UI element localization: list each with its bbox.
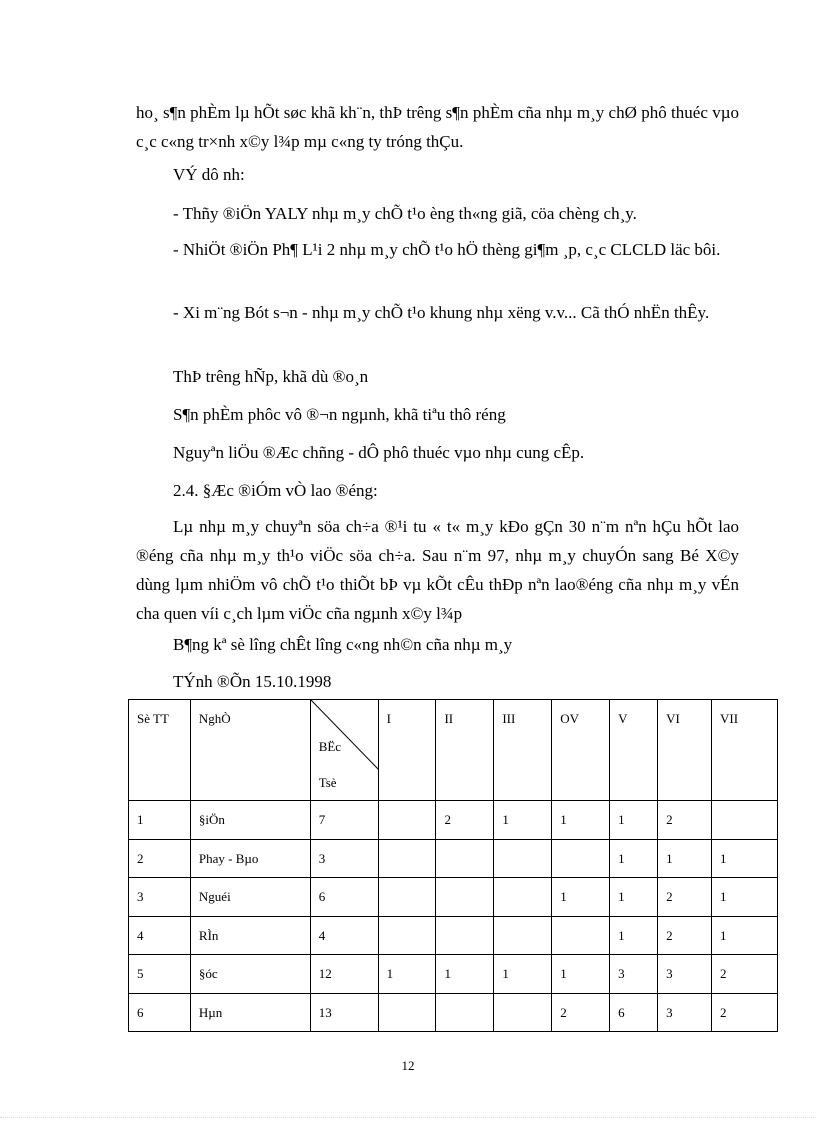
cell-level: 1 [494, 955, 552, 994]
header-nghe: NghÒ [190, 700, 310, 801]
cell-level [494, 878, 552, 917]
header-level-2: II [436, 700, 494, 801]
paragraph-10: Lµ nhµ m¸y chuyªn söa ch÷a ®¹i tu « t« m¸y kÐo gÇn 30 n¨m nªn hÇu hÕt lao ®éng cña nhµ m¸y th¹o viÖc söa ch÷a. Sau n¨m 97, nhµ m¸y chuyÓn sang Bé X©y dùng lµm nhiÖm vô chÕ t¹o thiÕt bÞ vµ kÕt cÊu thÐp nªn lao®éng cña nhµ m¸y vÉn cha quen víi c¸ch lµm viÖc cña ngµnh x©y l¾p [136, 517, 739, 623]
cell-level: 1 [436, 955, 494, 994]
cell-level [378, 839, 436, 878]
header-level-3: III [494, 700, 552, 801]
cell-stt: 5 [129, 955, 191, 994]
cell-level: 1 [552, 955, 610, 994]
cell-stt: 4 [129, 916, 191, 955]
cell-level [552, 916, 610, 955]
paragraph-3: - Thñy ®iÖn YALY nhµ m¸y chÕ t¹o èng th«ng giã, cöa chèng ch¸y. [173, 204, 637, 223]
cell-level [712, 801, 778, 840]
cell-level: 2 [658, 878, 712, 917]
table-row [129, 801, 778, 840]
cell-nghe: Hµn [190, 993, 310, 1032]
cell-nghe: Nguéi [190, 878, 310, 917]
table-row [129, 993, 778, 1032]
cell-level: 1 [610, 801, 658, 840]
cell-level [494, 916, 552, 955]
cell-level: 1 [552, 801, 610, 840]
section-heading: 2.4. §Æc ®iÓm vÒ lao ®éng: [173, 481, 378, 500]
header-tso: Tsè [318, 775, 337, 790]
cell-level: 1 [658, 839, 712, 878]
table-row [129, 839, 778, 878]
cell-level: 3 [658, 993, 712, 1032]
cell-level: 2 [436, 801, 494, 840]
paragraph-2: VÝ dô nh: [173, 165, 245, 184]
cell-level: 2 [658, 801, 712, 840]
cell-level: 2 [712, 993, 778, 1032]
header-level-7: VII [712, 700, 778, 801]
cell-level [378, 916, 436, 955]
cell-level [436, 878, 494, 917]
cell-level: 1 [494, 801, 552, 840]
paragraph-7: S¶n phÈm phôc vô ®¬n ngµnh, khã tiªu thô réng [173, 405, 506, 424]
cell-level: 1 [712, 839, 778, 878]
header-level-5: V [610, 700, 658, 801]
cell-level: 3 [658, 955, 712, 994]
header-stt: Sè TT [129, 700, 191, 801]
cell-level: 1 [712, 878, 778, 917]
cell-level [378, 801, 436, 840]
cell-level: 2 [712, 955, 778, 994]
cell-tso: 7 [310, 801, 378, 840]
cell-level: 1 [610, 916, 658, 955]
cell-nghe: RÌn [190, 916, 310, 955]
header-bac-tso [310, 700, 378, 801]
cell-level: 2 [552, 993, 610, 1032]
table-row [129, 916, 778, 955]
cell-level: 3 [610, 955, 658, 994]
paragraph-4: - NhiÖt ®iÖn Ph¶ L¹i 2 nhµ m¸y chÕ t¹o hÖ thèng gi¶m ¸p, c¸c CLCLD läc bôi. [173, 240, 721, 259]
cell-level: 1 [552, 878, 610, 917]
table-date: TÝnh ®Õn 15.10.1998 [173, 672, 332, 691]
cell-level: 1 [378, 955, 436, 994]
table-header-row [129, 700, 778, 801]
worker-table [128, 699, 778, 1032]
header-level-4: OV [552, 700, 610, 801]
cell-stt: 1 [129, 801, 191, 840]
cell-level [436, 916, 494, 955]
cell-tso: 12 [310, 955, 378, 994]
cell-level [378, 878, 436, 917]
cell-stt: 2 [129, 839, 191, 878]
cell-nghe: §iÖn [190, 801, 310, 840]
cell-nghe: §óc [190, 955, 310, 994]
cell-level [436, 993, 494, 1032]
cell-level [378, 993, 436, 1032]
cell-tso: 13 [310, 993, 378, 1032]
cell-level: 1 [610, 839, 658, 878]
paragraph-6: ThÞ trêng hÑp, khã dù ®o¸n [173, 367, 369, 386]
cell-level [494, 839, 552, 878]
header-bac: BËc [318, 739, 342, 754]
cell-tso: 3 [310, 839, 378, 878]
cell-level: 6 [610, 993, 658, 1032]
header-level-6: VI [658, 700, 712, 801]
cell-level: 1 [712, 916, 778, 955]
paragraph-1: ho¸ s¶n phÈm lµ hÕt søc khã kh¨n, thÞ trêng s¶n phÈm cña nhµ m¸y chØ phô thuéc vµo c¸c c«ng tr×nh x©y l¾p mµ c«ng ty tróng thÇu. [136, 103, 739, 151]
table-row [129, 955, 778, 994]
cell-level [552, 839, 610, 878]
paragraph-5: - Xi m¨ng Bót s¬n - nhµ m¸y chÕ t¹o khung nhµ xëng v.v... Cã thÓ nhËn thÊy. [173, 303, 710, 322]
header-level-1: I [378, 700, 436, 801]
cell-stt: 6 [129, 993, 191, 1032]
cell-level [436, 839, 494, 878]
cell-tso: 4 [310, 916, 378, 955]
table-caption: B¶ng kª sè lîng chÊt lîng c«ng nh©n cña nhµ m¸y [173, 635, 513, 654]
cell-stt: 3 [129, 878, 191, 917]
footer-divider [0, 1117, 816, 1118]
paragraph-8: Nguyªn liÖu ®Æc chñng - dÔ phô thuéc vµo nhµ cung cÊp. [173, 443, 585, 462]
cell-tso: 6 [310, 878, 378, 917]
table-row [129, 878, 778, 917]
cell-level [494, 993, 552, 1032]
cell-nghe: Phay - Bµo [190, 839, 310, 878]
cell-level: 2 [658, 916, 712, 955]
cell-level: 1 [610, 878, 658, 917]
page-number: 12 [401, 1058, 415, 1073]
